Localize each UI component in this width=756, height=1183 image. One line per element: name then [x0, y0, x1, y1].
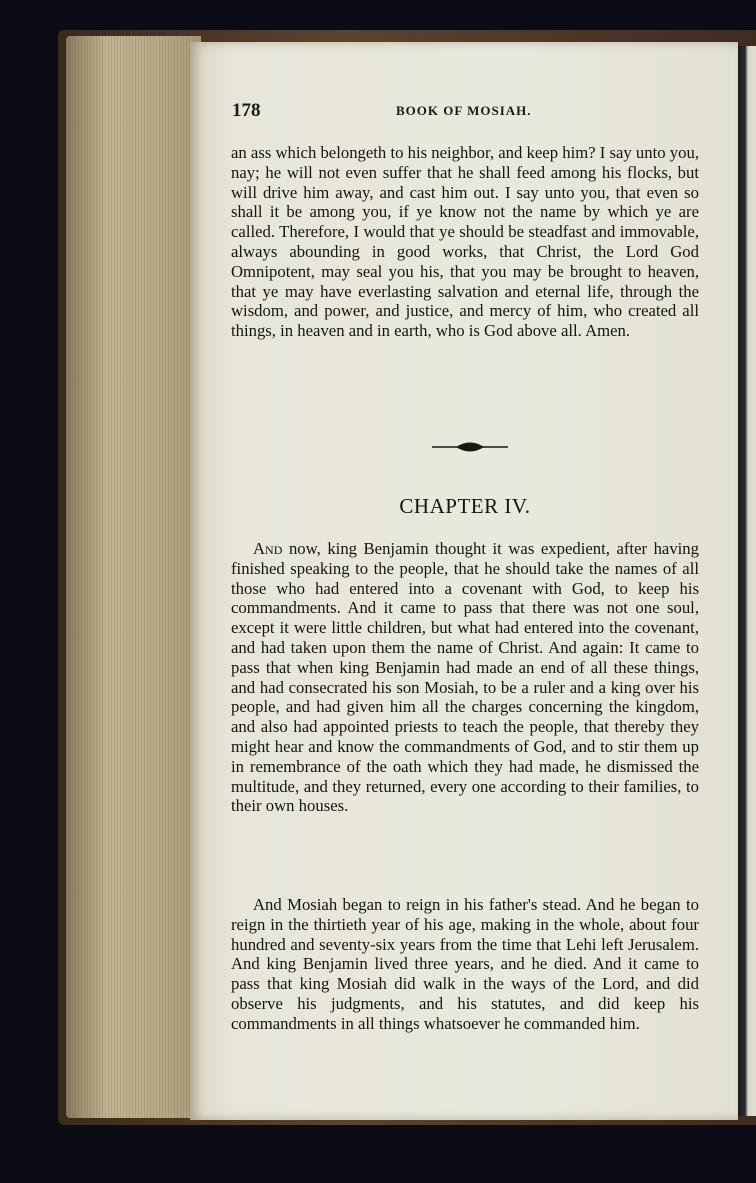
facing-page-edge [738, 46, 756, 1116]
running-head [232, 100, 702, 124]
paragraph-text: now, king Benjamin thought it was expedient, after having finished speaking to the people, that he should take the names of all those who had entered into a covenant with God, to keep his commandments. And it came to pass that there was not one soul, except it were little children, but what had entered into the covenant, and had taken upon them the name of Christ. And again: It came to pass that when king Benjamin had made an end of all these things, and had consecrated his son Mosiah, to be a ruler and a king over his people, and had given him all the charges concerning the kingdom, and also had appointed priests to teach the people, that thereby they might hear and know the commandments of God, and to stir them up in remembrance of the oath which they had made, he dismissed the multitude, and they returned, every one according to their families, to their own houses. [231, 539, 699, 816]
chapter-heading: CHAPTER IV. [399, 494, 531, 518]
chapter-paragraph-2 [231, 895, 699, 1034]
ornament-divider-icon [430, 439, 510, 455]
continued-paragraph [231, 143, 699, 341]
paragraph-text: an ass which belongeth to his neighbor, and keep him? I say unto you, nay; he will not even suffer that he shall feed among his flocks, but will drive him away, and cast him out. I say unto you, that even so shall it be among you, if ye know not the name by which ye are called. Therefore, I would that ye should be steadfast and immovable, always abounding in good works, that Christ, the Lord God Omnipotent, may seal you his, that you may be brought to heaven, that ye may have everlasting salvation and eternal life, through the wisdom, and power, and justice, and mercy of him, who created all things, in heaven and in earth, who is God above all. Amen. [231, 143, 699, 341]
chapter-paragraph-1 [231, 539, 699, 816]
page-edges [66, 36, 201, 1118]
paragraph-text: And Mosiah began to reign in his father's stead. And he began to reign in the thirtieth year of his age, making in the whole, about four hundred and seventy-six years from the time that Lehi left Jerusalem. And king Benjamin lived three years, and he died. And it came to pass that king Mosiah did walk in the ways of the Lord, and did observe his judgments, and his statutes, and did keep his commandments in all things whatsoever he commanded him. [231, 895, 699, 1033]
running-title: BOOK OF MOSIAH. [396, 103, 532, 118]
page-number: 178 [232, 100, 261, 121]
drop-word: And [253, 539, 283, 558]
